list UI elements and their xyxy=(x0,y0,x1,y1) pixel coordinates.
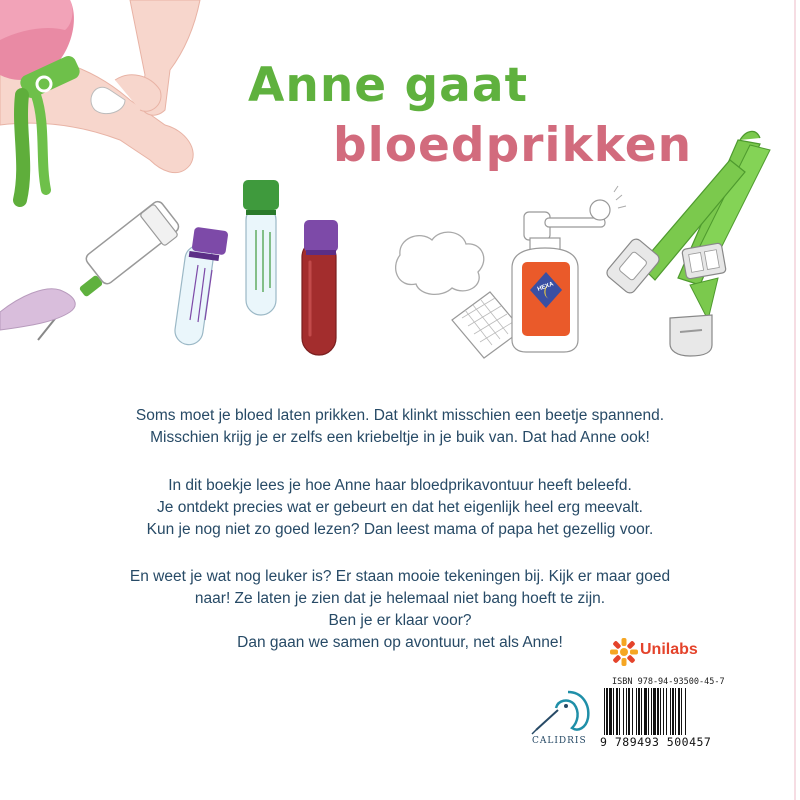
paragraph-2 xyxy=(70,475,730,541)
arm-with-tourniquet-icon xyxy=(0,0,200,200)
barcode-digits: 9 789493 500457 xyxy=(600,735,712,749)
paragraph-line: Kun je nog niet zo goed lezen? Dan leest mama of papa het gezellig voor. xyxy=(146,521,654,538)
title-line-1: Anne gaat xyxy=(248,58,529,113)
green-cap-tube-icon xyxy=(243,180,279,315)
paragraph-line: naar! Ze laten je zien dat je helemaal niet bang hoeft te zijn. xyxy=(194,590,606,607)
paragraph-line: Je ontdekt precies wat er gebeurt en dat het eigenlijk heel erg meevalt. xyxy=(157,499,643,516)
cotton-ball-icon xyxy=(396,232,484,294)
paragraph-1 xyxy=(70,405,730,449)
unilabs-logo-text: Unilabs xyxy=(640,641,698,658)
paragraph-line: En weet je wat nog leuker is? Er staan mooie tekeningen bij. Kijk er maar goed xyxy=(129,568,671,585)
calidris-logo-text: CALIDRIS xyxy=(532,736,587,746)
title-line-2: bloedprikken xyxy=(333,118,693,173)
isbn-label: ISBN 978-94-93500-45-7 xyxy=(612,677,725,687)
paragraph-line: Dan gaan we samen op avontuur, net als Anne! xyxy=(237,634,563,651)
paragraph-line: Soms moet je bloed laten prikken. Dat klinkt misschien een beetje spannend. xyxy=(135,407,665,424)
purple-cap-tube-icon xyxy=(173,227,228,347)
paragraph-line: In dit boekje lees je hoe Anne haar bloedprikavontuur heeft beleefd. xyxy=(168,477,632,494)
paragraph-line: Misschien krijg je er zelfs een kriebeltje in je buik van. Dat had Anne ook! xyxy=(150,429,650,446)
illustration-scene xyxy=(0,0,800,370)
blood-tube-icon xyxy=(302,220,338,355)
syringe-holder-icon xyxy=(0,199,181,340)
bottle-label: HEXA xyxy=(536,281,555,293)
paragraph-line: Ben je er klaar voor? xyxy=(328,612,472,629)
